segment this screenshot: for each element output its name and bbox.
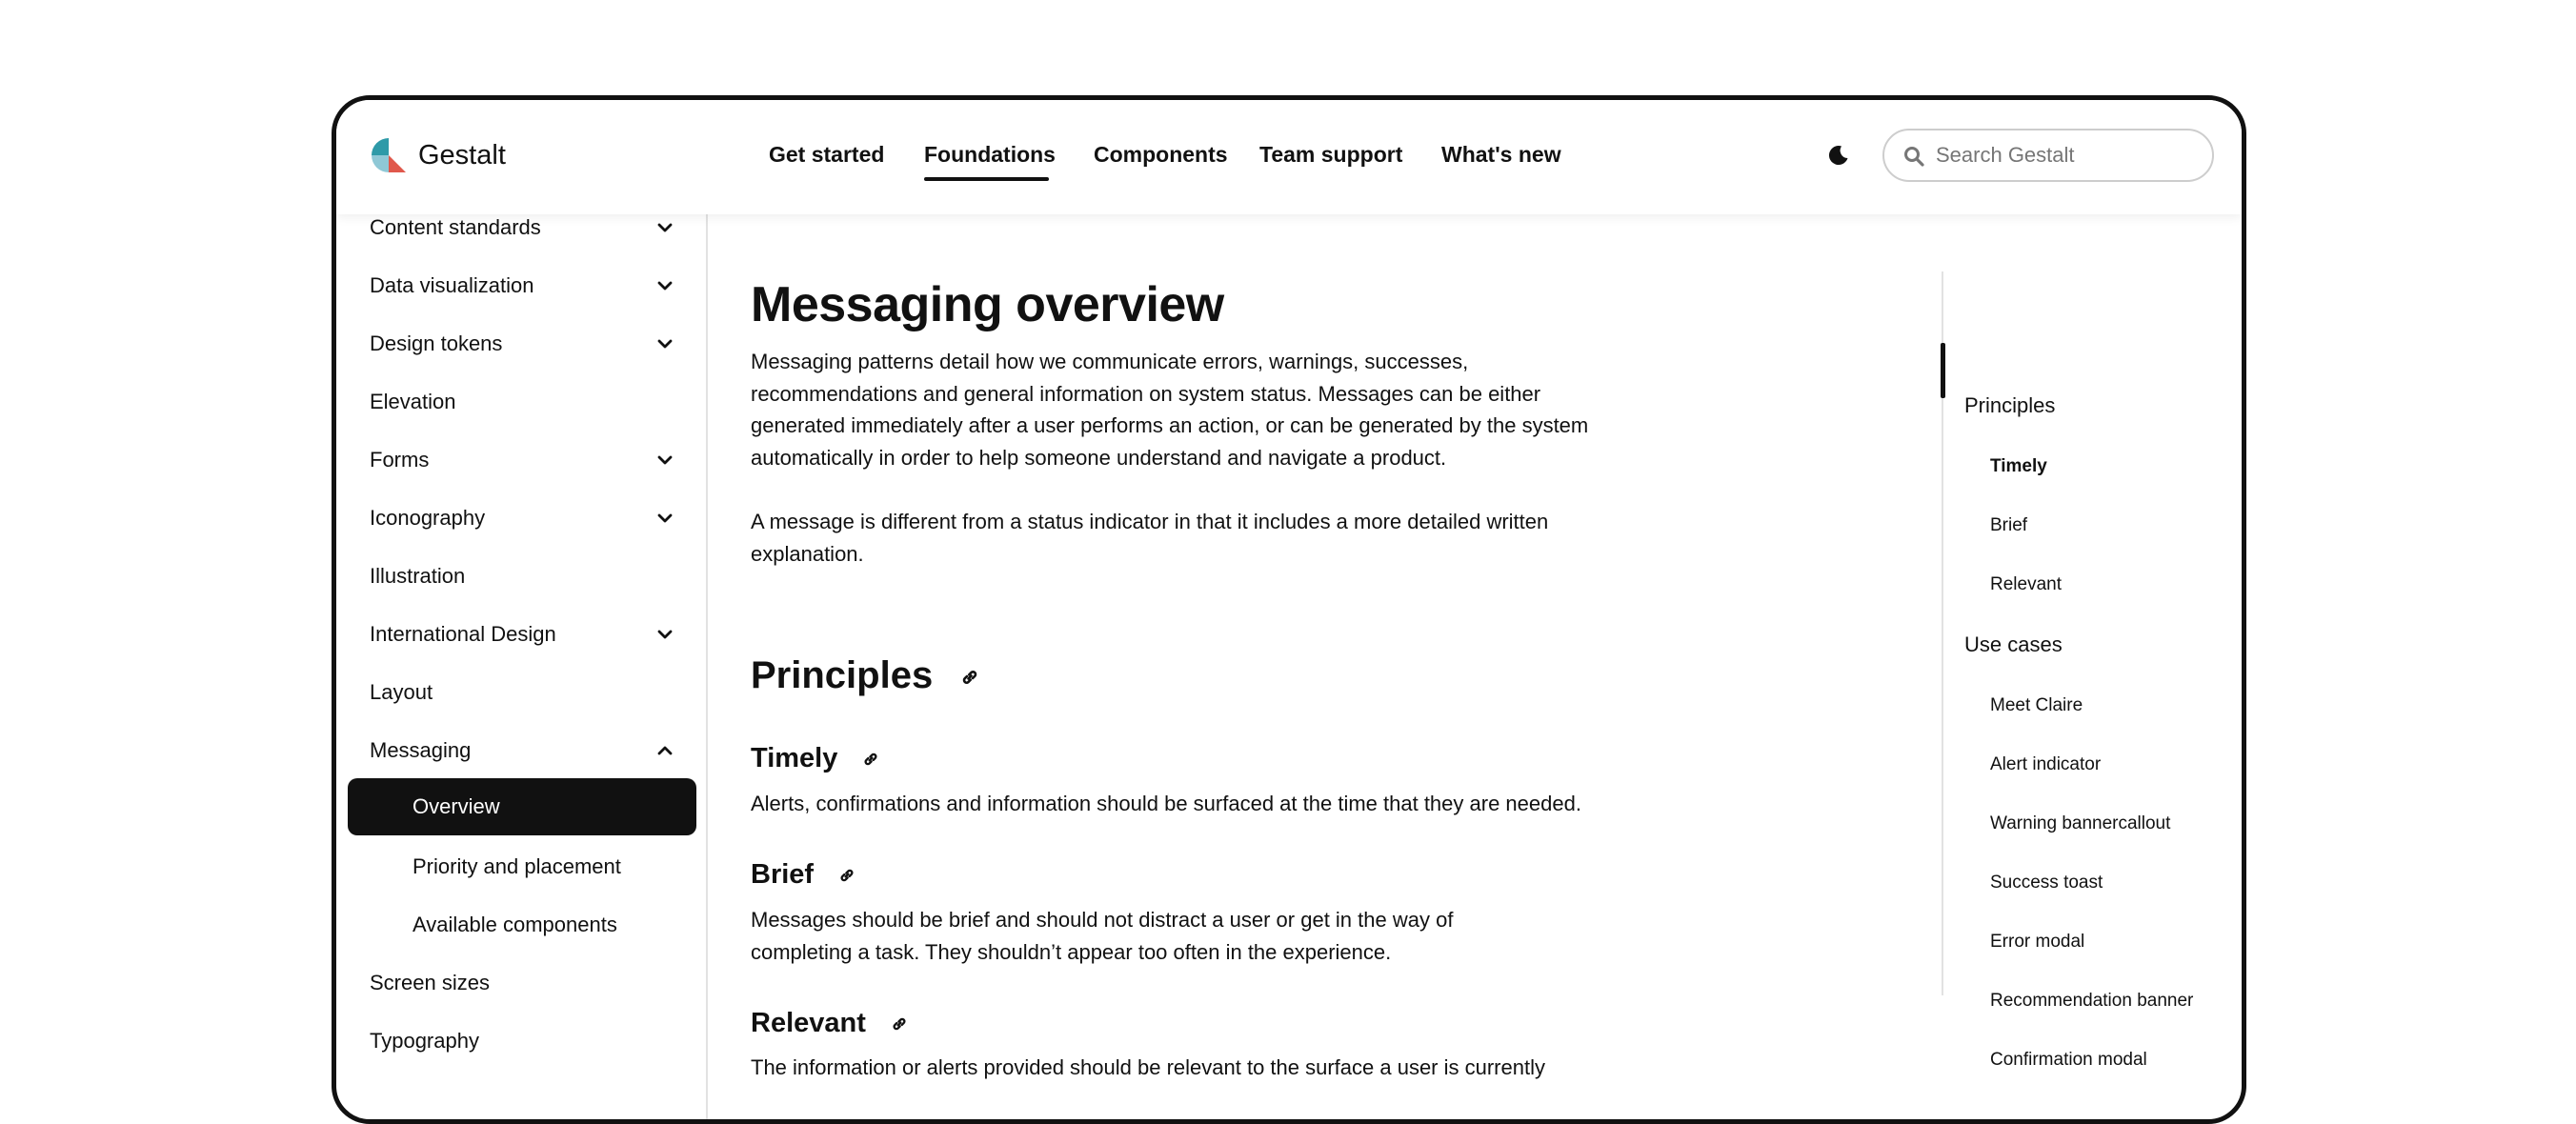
sidebar-item-label: Data visualization	[370, 273, 534, 297]
app-window	[332, 95, 2246, 1124]
nav-get-started[interactable]: Get started	[769, 142, 885, 167]
sidebar-item-messaging[interactable]	[336, 725, 708, 776]
moon-icon[interactable]	[1827, 144, 1850, 167]
chevron-up-icon	[656, 742, 674, 759]
toc-item-relevant[interactable]: Relevant	[1990, 574, 2062, 594]
sidebar-item-design-tokens[interactable]	[336, 318, 708, 370]
sidebar-item-elevation[interactable]	[336, 376, 708, 428]
toc-item-warning-bannercallout[interactable]: Warning bannercallout	[1990, 813, 2171, 833]
chevron-down-icon	[656, 626, 674, 643]
nav-foundations[interactable]: Foundations	[924, 142, 1056, 167]
toc-item-brief[interactable]: Brief	[1990, 515, 2028, 535]
brief-heading	[751, 859, 855, 891]
sidebar-item-label: Forms	[370, 448, 430, 472]
chevron-down-icon	[656, 510, 674, 527]
toc-item-timely[interactable]: Timely	[1990, 456, 2047, 476]
sidebar-item-label: International Design	[370, 622, 556, 646]
toc-active-indicator	[1941, 343, 1945, 398]
sidebar	[336, 100, 708, 1119]
toc-item-recommendation-banner[interactable]: Recommendation banner	[1990, 991, 2194, 1011]
toc-item-meet-claire[interactable]: Meet Claire	[1990, 695, 2083, 715]
nav-team-support[interactable]: Team support	[1259, 142, 1403, 167]
sidebar-item-label: Available components	[413, 913, 617, 936]
chevron-down-icon	[656, 452, 674, 469]
chevron-down-icon	[656, 335, 674, 352]
brief-heading-text: Brief	[751, 859, 815, 890]
page-title: Messaging overview	[751, 277, 1224, 332]
sidebar-item-label: Layout	[370, 680, 433, 704]
table-of-contents	[1942, 271, 2237, 1070]
sidebar-item-data-visualization[interactable]	[336, 260, 708, 311]
sidebar-item-label: Content standards	[370, 215, 541, 239]
toc-item-alert-indicator[interactable]: Alert indicator	[1990, 754, 2102, 774]
intro-paragraph-2: A message is different from a status indicator in that it includes a more detailed written explanation.	[751, 510, 1549, 566]
relevant-heading	[751, 1008, 908, 1039]
timely-text: Alerts, confirmations and information should be surfaced at the time that they are needed.	[751, 792, 1581, 815]
chevron-down-icon	[656, 277, 674, 294]
top-header	[336, 100, 2242, 214]
gestalt-logo-icon[interactable]	[370, 136, 408, 174]
sidebar-item-international-design[interactable]	[336, 609, 708, 660]
search-input[interactable]	[1936, 130, 2203, 180]
brief-text: Messages should be brief and should not distract a user or get in the way of completing a task. They shouldn’t appear too often in the experience.	[751, 908, 1454, 964]
relevant-heading-text: Relevant	[751, 1008, 866, 1038]
nav-components[interactable]: Components	[1094, 142, 1228, 167]
sidebar-item-label: Typography	[370, 1029, 479, 1053]
principles-heading	[751, 654, 979, 697]
sidebar-item-label: Screen sizes	[370, 971, 490, 994]
toc-section-principles[interactable]: Principles	[1964, 393, 2056, 417]
search-box[interactable]	[1882, 129, 2214, 182]
sidebar-item-screen-sizes[interactable]	[336, 957, 708, 1009]
timely-heading	[751, 743, 879, 774]
sidebar-item-label: Illustration	[370, 564, 466, 588]
link-icon[interactable]	[891, 1015, 908, 1033]
sidebar-item-label: Overview	[413, 794, 500, 818]
brand-name[interactable]: Gestalt	[418, 140, 506, 171]
relevant-text: The information or alerts provided should be relevant to the surface a user is currently	[751, 1055, 1545, 1079]
link-icon[interactable]	[862, 751, 879, 768]
nav-active-underline	[924, 177, 1049, 181]
sidebar-item-priority-and-placement[interactable]	[336, 841, 708, 893]
toc-item-confirmation-modal[interactable]: Confirmation modal	[1990, 1050, 2147, 1070]
sidebar-item-label: Messaging	[370, 738, 472, 762]
principles-heading-text: Principles	[751, 654, 934, 696]
search-icon	[1903, 146, 1924, 167]
sidebar-item-typography[interactable]	[336, 1015, 708, 1067]
timely-heading-text: Timely	[751, 743, 838, 773]
sidebar-item-label: Priority and placement	[413, 854, 621, 878]
toc-item-error-modal[interactable]: Error modal	[1990, 932, 2085, 952]
chevron-down-icon	[656, 219, 674, 236]
sidebar-item-overview[interactable]	[348, 778, 696, 835]
sidebar-item-available-components[interactable]	[336, 899, 708, 951]
sidebar-item-label: Design tokens	[370, 331, 503, 355]
nav-whats-new[interactable]: What's new	[1441, 142, 1561, 167]
sidebar-item-illustration[interactable]	[336, 551, 708, 602]
sidebar-item-label: Elevation	[370, 390, 456, 413]
sidebar-item-iconography[interactable]	[336, 492, 708, 544]
sidebar-item-layout[interactable]	[336, 667, 708, 718]
toc-item-success-toast[interactable]: Success toast	[1990, 873, 2103, 893]
link-icon[interactable]	[838, 867, 855, 884]
sidebar-item-forms[interactable]	[336, 434, 708, 486]
intro-paragraph: Messaging patterns detail how we communicate errors, warnings, successes, recommendations and general information on system status. Messages can be either generated immediately after a user performs an action, or can be generated by the system automatically in order to help someone understand and navigate a product.	[751, 350, 1589, 470]
link-icon[interactable]	[960, 668, 979, 687]
toc-section-use-cases[interactable]: Use cases	[1964, 632, 2063, 656]
sidebar-item-label: Iconography	[370, 506, 486, 530]
